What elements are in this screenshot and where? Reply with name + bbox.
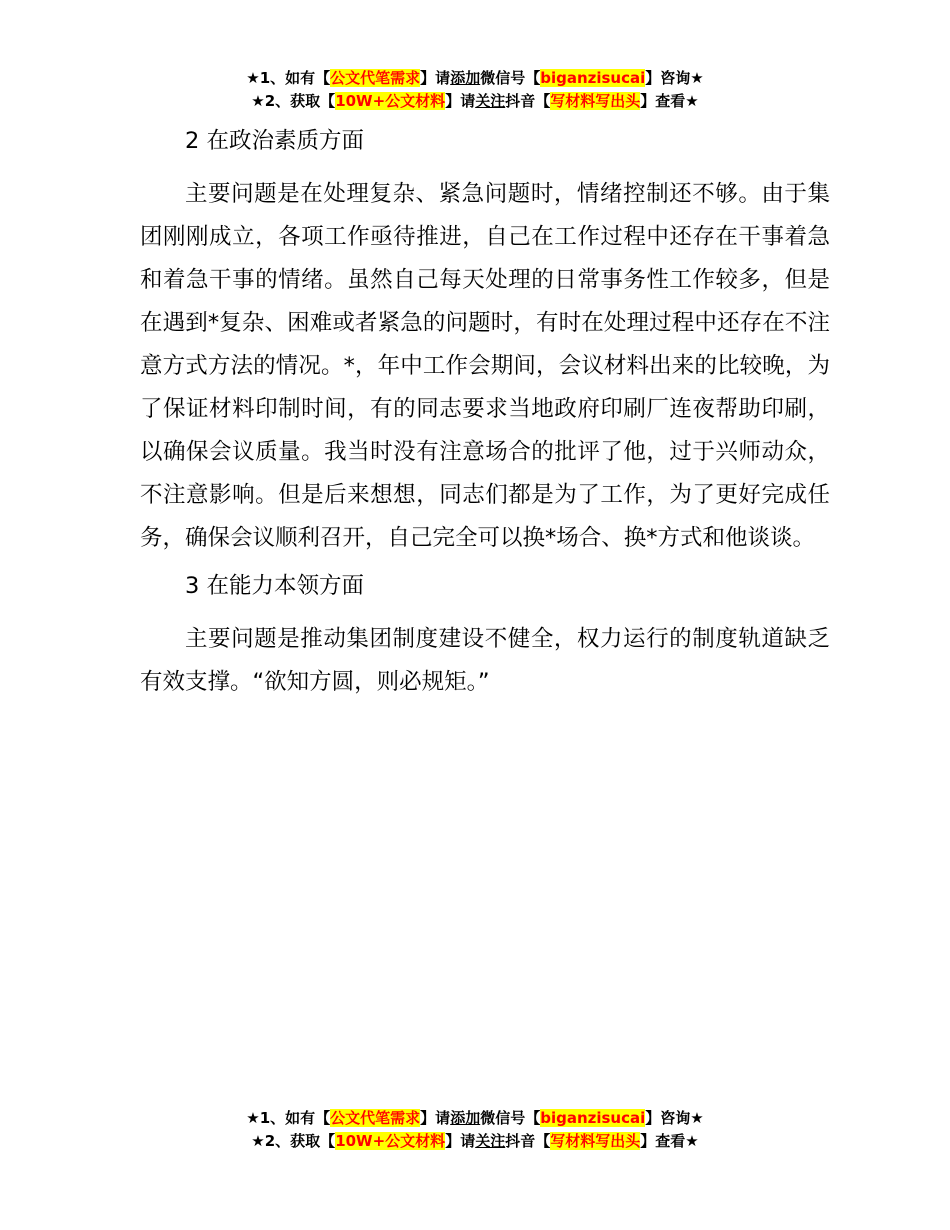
banner-underlined: 添加 (450, 69, 481, 87)
banner-text: 】查看★ (640, 1132, 699, 1150)
banner-underlined: 关注 (475, 1132, 506, 1150)
footer-banner (0, 1107, 950, 1153)
banner-highlight: 写材料写出头 (550, 1132, 641, 1150)
banner-line-1 (0, 67, 950, 90)
banner-text: ★1、如有【 (246, 1109, 331, 1127)
banner-text: 抖音【 (505, 1132, 551, 1150)
section-heading-political: 2 在政治素质方面 (185, 128, 364, 154)
paragraph-ability: 主要问题是推动集团制度建设不健全，权力运行的制度轨道缺乏有效支撑。“欲知方圆，则必规矩。” (140, 626, 830, 695)
banner-highlight: 写材料写出头 (550, 92, 641, 110)
banner-text: 微信号【 (480, 1109, 541, 1127)
banner-highlight: biganzisucai (540, 1109, 646, 1127)
banner-highlight: 10W+公文材料 (335, 92, 446, 110)
banner-text: 】请 (420, 69, 451, 87)
banner-text: 】请 (445, 1132, 476, 1150)
banner-text: 】请 (420, 1109, 451, 1127)
banner-text: ★1、如有【 (246, 69, 331, 87)
banner-underlined: 添加 (450, 1109, 481, 1127)
banner-text: 】咨询★ (645, 69, 704, 87)
banner-text: 抖音【 (505, 92, 551, 110)
banner-text: 】请 (445, 92, 476, 110)
banner-highlight: 公文代笔需求 (330, 69, 421, 87)
banner-highlight: biganzisucai (540, 69, 646, 87)
document-body (140, 120, 830, 704)
banner-line-2 (0, 1130, 950, 1153)
paragraph-political: 主要问题是在处理复杂、紧急问题时，情绪控制还不够。由于集团刚刚成立，各项工作亟待推进，自己在工作过程中还存在干事着急和着急干事的情绪。虽然自己每天处理的日常事务性工作较多，但是在遇到*复杂、困难或者紧急的问题时，有时在处理过程中还存在不注意方式方法的情况。*，年中工作会期间，会议材料出来的比较晚，为了保证材料印制时间，有的同志要求当地政府印刷厂连夜帮助印刷，以确保会议质量。我当时没有注意场合的批评了他，过于兴师动众，不注意影响。但是后来想想，同志们都是为了工作，为了更好完成任务，确保会议顺利召开，自己完全可以换*场合、换*方式和他谈谈。 (140, 181, 830, 551)
header-banner (0, 67, 950, 113)
banner-line-1 (0, 1107, 950, 1130)
banner-text: 】查看★ (640, 92, 699, 110)
banner-highlight: 公文代笔需求 (330, 1109, 421, 1127)
banner-underlined: 关注 (475, 92, 506, 110)
banner-text: 】咨询★ (645, 1109, 704, 1127)
banner-line-2 (0, 90, 950, 113)
banner-text: 微信号【 (480, 69, 541, 87)
section-heading-ability: 3 在能力本领方面 (185, 573, 364, 599)
banner-text: ★2、获取【 (251, 1132, 336, 1150)
banner-text: ★2、获取【 (251, 92, 336, 110)
banner-highlight: 10W+公文材料 (335, 1132, 446, 1150)
